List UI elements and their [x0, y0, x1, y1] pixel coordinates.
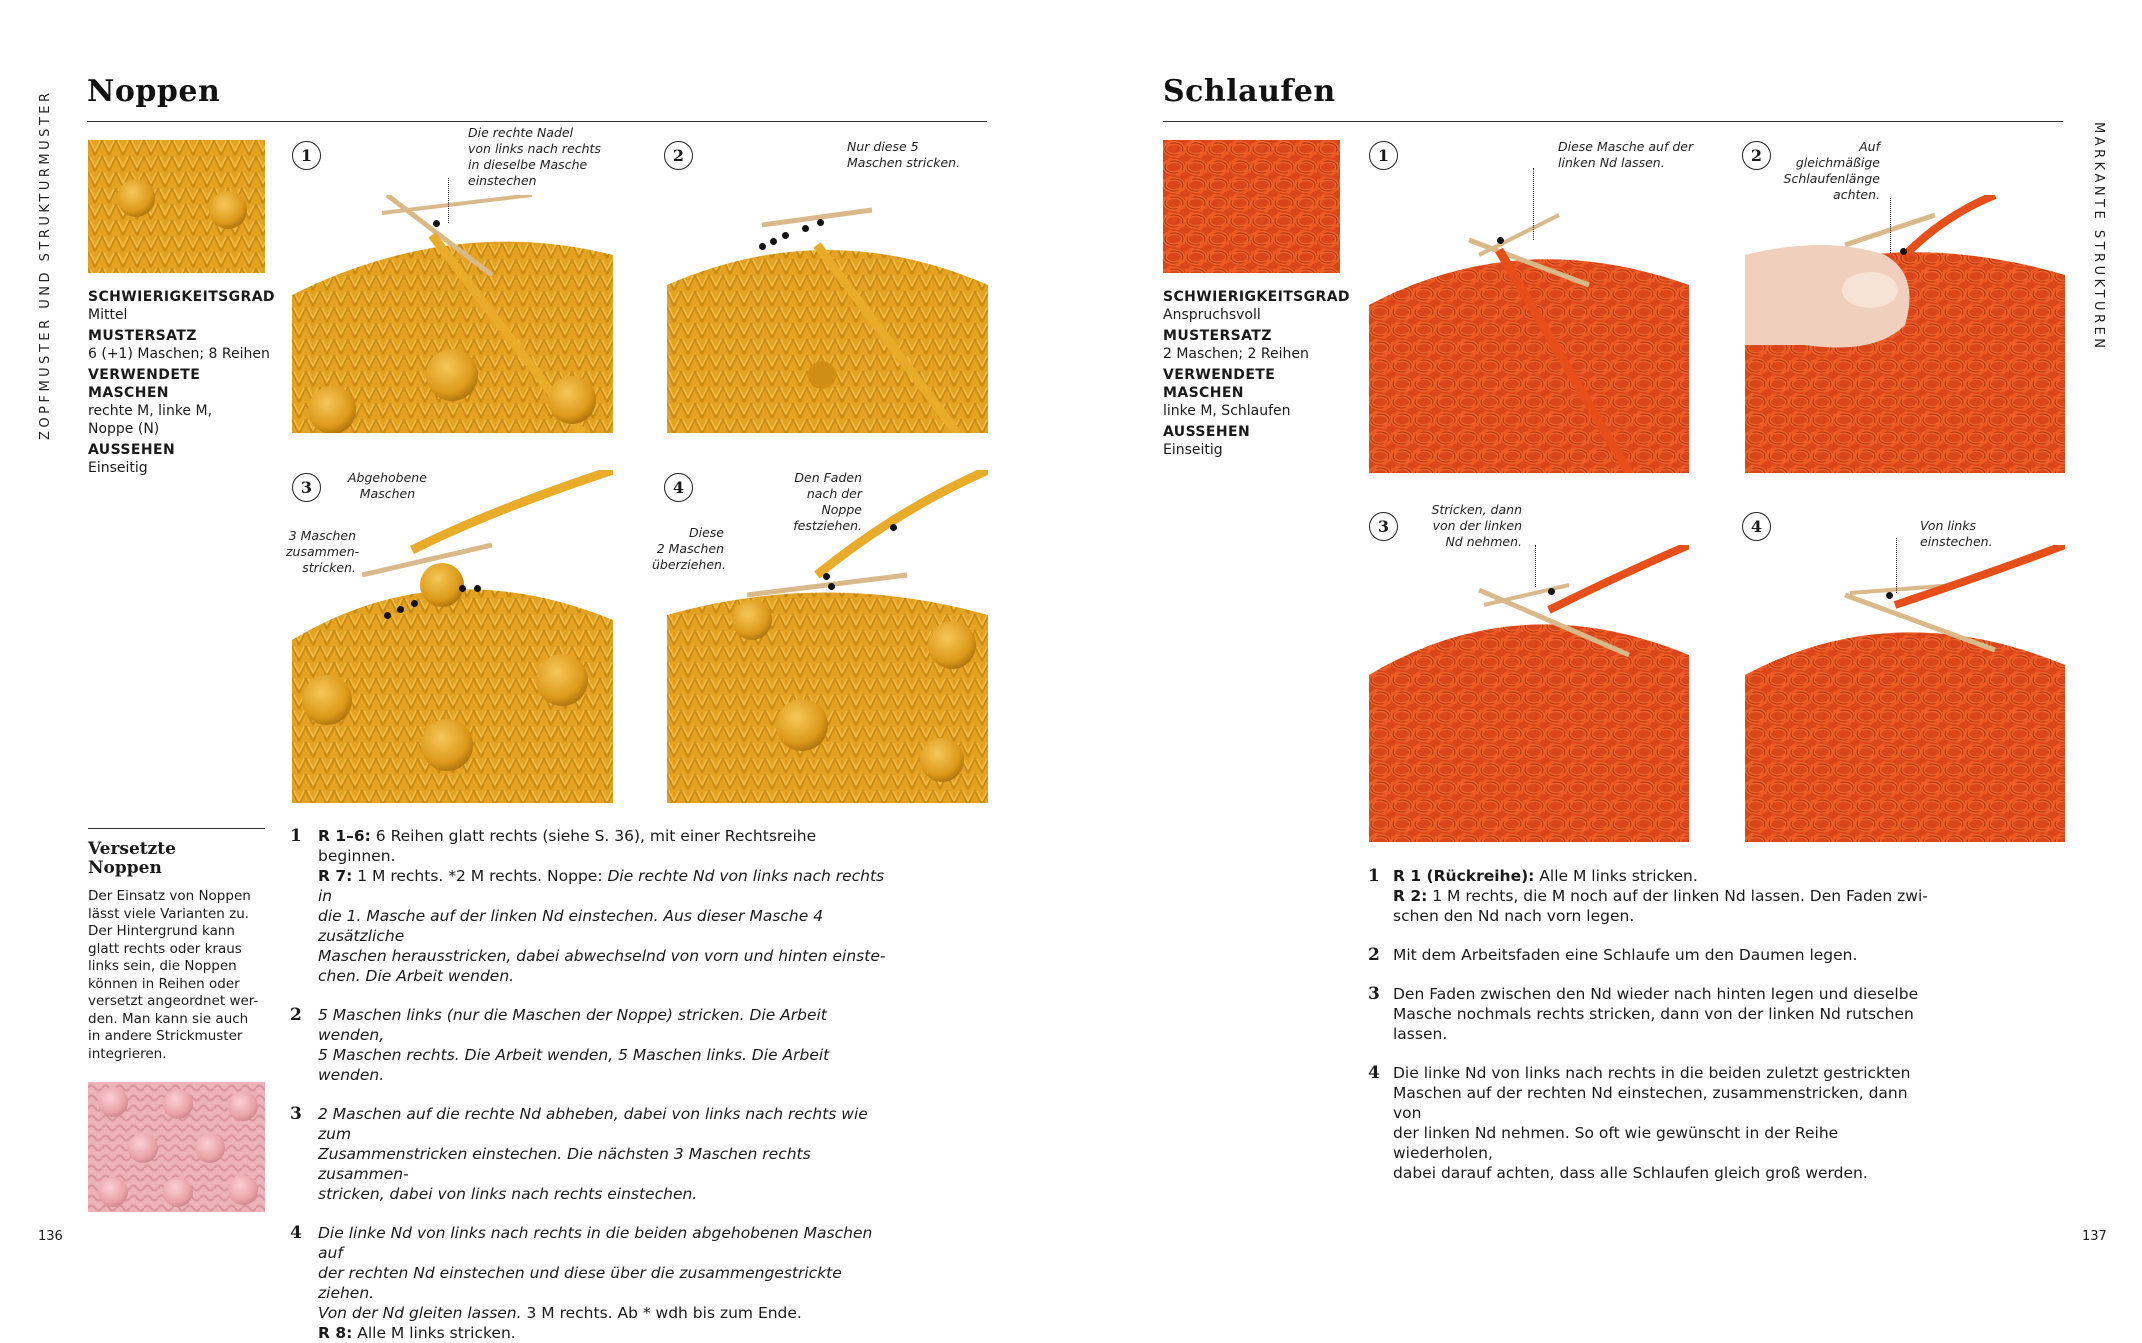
marker-dot	[828, 583, 835, 590]
leader-line	[1533, 168, 1534, 240]
step-number: 4	[664, 473, 693, 502]
stitches-value: linke M, Schlaufen	[1163, 403, 1291, 419]
noppen-swatch-image	[88, 140, 265, 273]
difficulty-label: SCHWIERIGKEITSGRAD	[1163, 289, 1350, 305]
callout-step-3-right: Stricken, dann von der linken Nd nehmen.	[1431, 502, 1522, 549]
instruction-step: 3 2 Maschen auf die rechte Nd abheben, dabei von links nach rechts wie zum Zusammenstricken einstechen. Die nächsten 3 Maschen rechts zusammen- stricken, dabei von links nach rechts einstechen.	[290, 1104, 868, 1203]
look-label: AUSSEHEN	[88, 442, 176, 458]
callout-step-1: Die rechte Nadel von links nach rechts in dieselbe Masche einstechen	[468, 125, 601, 188]
side-label-left: ZOPFMUSTER UND STRUKTURMUSTER	[38, 89, 53, 440]
sidebar-left	[88, 288, 278, 477]
pattern-label: MUSTERSATZ	[88, 328, 197, 344]
stitches-label: MASCHEN	[88, 385, 169, 401]
callout-step-4b: Diese 2 Maschen überziehen.	[652, 525, 726, 572]
marker-dot	[759, 243, 766, 250]
leader-line	[448, 178, 449, 223]
stitches-label: VERWENDETE	[88, 367, 201, 383]
marker-dot	[802, 225, 809, 232]
marker-dot	[1886, 592, 1893, 599]
pattern-value: 6 (+1) Maschen; 8 Reihen	[88, 346, 270, 362]
leader-line	[1896, 538, 1897, 593]
look-label: AUSSEHEN	[1163, 424, 1251, 440]
page-title-right: Schlaufen	[1163, 74, 1336, 109]
stitches-value: Noppe (N)	[88, 421, 160, 437]
marker-dot	[1900, 248, 1907, 255]
schlaufen-step-2-photo	[1745, 195, 2065, 473]
noppen-step-1-photo	[292, 195, 613, 433]
side-label-right: MARKANTE STRUKTUREN	[2091, 122, 2106, 352]
instruction-step: 1 R 1–6: 6 Reihen glatt rechts (siehe S. 36), mit einer Rechtsreihe beginnen. R 7: 1 M rechts. *2 M rechts. Noppe: Die rechte Nd von links nach rechts in die 1. Masche auf der linken Nd einstechen. Aus dieser Masche 4 zusätzliche Maschen herausstricken, dabei abwechselnd von vorn und hinten einste- chen. Die Arbeit wenden.	[290, 826, 886, 985]
marker-dot	[1548, 588, 1555, 595]
look-value: Einseitig	[88, 460, 148, 476]
step-number: 3	[1369, 512, 1398, 541]
instructions-left	[290, 826, 890, 1343]
marker-dot	[459, 585, 466, 592]
instruction-step: 4 Die linke Nd von links nach rechts in die beiden zuletzt gestrickten Maschen auf der rechten Nd einstechen, zusammenstricken, dann von der linken Nd nehmen. So oft wie gewünscht in der Reihe wiederholen, dabei darauf achten, dass alle Schlaufen gleich groß werden.	[1368, 1063, 1911, 1182]
variant-box	[88, 840, 268, 1063]
callout-step-2: Nur diese 5 Maschen stricken.	[847, 139, 961, 170]
sidebar-right	[1163, 288, 1363, 459]
step-number: 2	[1742, 141, 1771, 170]
variant-title: Versetzte	[88, 839, 176, 859]
step-number: 3	[292, 473, 321, 502]
marker-dot	[770, 238, 777, 245]
stitches-label: MASCHEN	[1163, 385, 1244, 401]
pattern-value: 2 Maschen; 2 Reihen	[1163, 346, 1309, 362]
difficulty-value: Mittel	[88, 307, 128, 323]
marker-dot	[411, 600, 418, 607]
variant-rule	[88, 828, 265, 829]
look-value: Einseitig	[1163, 442, 1223, 458]
callout-step-2-right: Auf gleichmäßige Schlaufenlänge achten.	[1783, 139, 1880, 202]
callout-step-4a: Den Faden nach der Noppe festziehen.	[793, 470, 862, 533]
marker-dot	[433, 220, 440, 227]
variant-swatch-image	[88, 1082, 265, 1212]
schlaufen-step-3-photo	[1369, 545, 1689, 842]
noppen-step-3-photo	[292, 470, 613, 803]
difficulty-label: SCHWIERIGKEITSGRAD	[88, 289, 275, 305]
callout-step-3b: 3 Maschen zusammen- stricken.	[286, 528, 360, 575]
step-number: 1	[292, 141, 321, 170]
leader-line	[1890, 198, 1891, 253]
callout-step-1-right: Diese Masche auf der linken Nd lassen.	[1558, 139, 1694, 170]
stitches-label: VERWENDETE	[1163, 367, 1276, 383]
instruction-step: 2 5 Maschen links (nur die Maschen der Noppe) stricken. Die Arbeit wenden, 5 Maschen rechts. Die Arbeit wenden, 5 Maschen links. Die Arbeit wenden.	[290, 1005, 830, 1084]
marker-dot	[890, 524, 897, 531]
marker-dot	[397, 606, 404, 613]
marker-dot	[817, 219, 824, 226]
step-number: 1	[1369, 141, 1398, 170]
title-rule-left	[87, 121, 987, 122]
title-rule-right	[1163, 121, 2063, 122]
instruction-step: 2 Mit dem Arbeitsfaden eine Schlaufe um den Daumen legen.	[1368, 945, 1858, 965]
callout-step-4-right: Von links einstechen.	[1920, 518, 1993, 549]
variant-text: Der Einsatz von Noppen lässt viele Varianten zu. Der Hintergrund kann glatt rechts oder kraus links sein, die Noppen können in Reihen oder versetzt angeordnet wer- den. Man kann sie auch in andere Strickmuster integrieren.	[88, 888, 259, 1062]
leader-line	[1535, 545, 1536, 587]
marker-dot	[782, 232, 789, 239]
page-number-left: 136	[38, 1229, 63, 1244]
variant-title: Noppen	[88, 858, 162, 878]
schlaufen-step-1-photo	[1369, 195, 1689, 473]
schlaufen-step-4-photo	[1745, 545, 2065, 842]
instruction-step: 4 Die linke Nd von links nach rechts in die beiden abgehobenen Maschen auf der rechten Nd einstechen und diese über die zusammengestrickte ziehen. Von der Nd gleiten lassen. 3 M rechts. Ab * wdh bis zum Ende. R 8: Alle M links stricken.	[290, 1223, 873, 1342]
instructions-right	[1368, 866, 1928, 1183]
stitches-value: rechte M, linke M,	[88, 403, 213, 419]
instruction-step: 3 Den Faden zwischen den Nd wieder nach hinten legen und dieselbe Masche nochmals rechts stricken, dann von der linken Nd rutschen lassen.	[1368, 984, 1919, 1043]
marker-dot	[823, 573, 830, 580]
schlaufen-swatch-image	[1163, 140, 1340, 273]
step-number: 2	[664, 141, 693, 170]
page-title-left: Noppen	[87, 74, 221, 109]
marker-dot	[384, 612, 391, 619]
callout-step-3a: Abgehobene Maschen	[348, 470, 427, 501]
instruction-step: 1 R 1 (Rückreihe): Alle M links stricken. R 2: 1 M rechts, die M noch auf der linken Nd lassen. Den Faden zwi- schen den Nd nach vorn legen.	[1368, 866, 1928, 925]
marker-dot	[1497, 237, 1504, 244]
step-number: 4	[1742, 512, 1771, 541]
difficulty-value: Anspruchsvoll	[1163, 307, 1261, 323]
page-number-right: 137	[2082, 1229, 2107, 1244]
marker-dot	[474, 585, 481, 592]
noppen-step-2-photo	[667, 195, 988, 433]
pattern-label: MUSTERSATZ	[1163, 328, 1272, 344]
